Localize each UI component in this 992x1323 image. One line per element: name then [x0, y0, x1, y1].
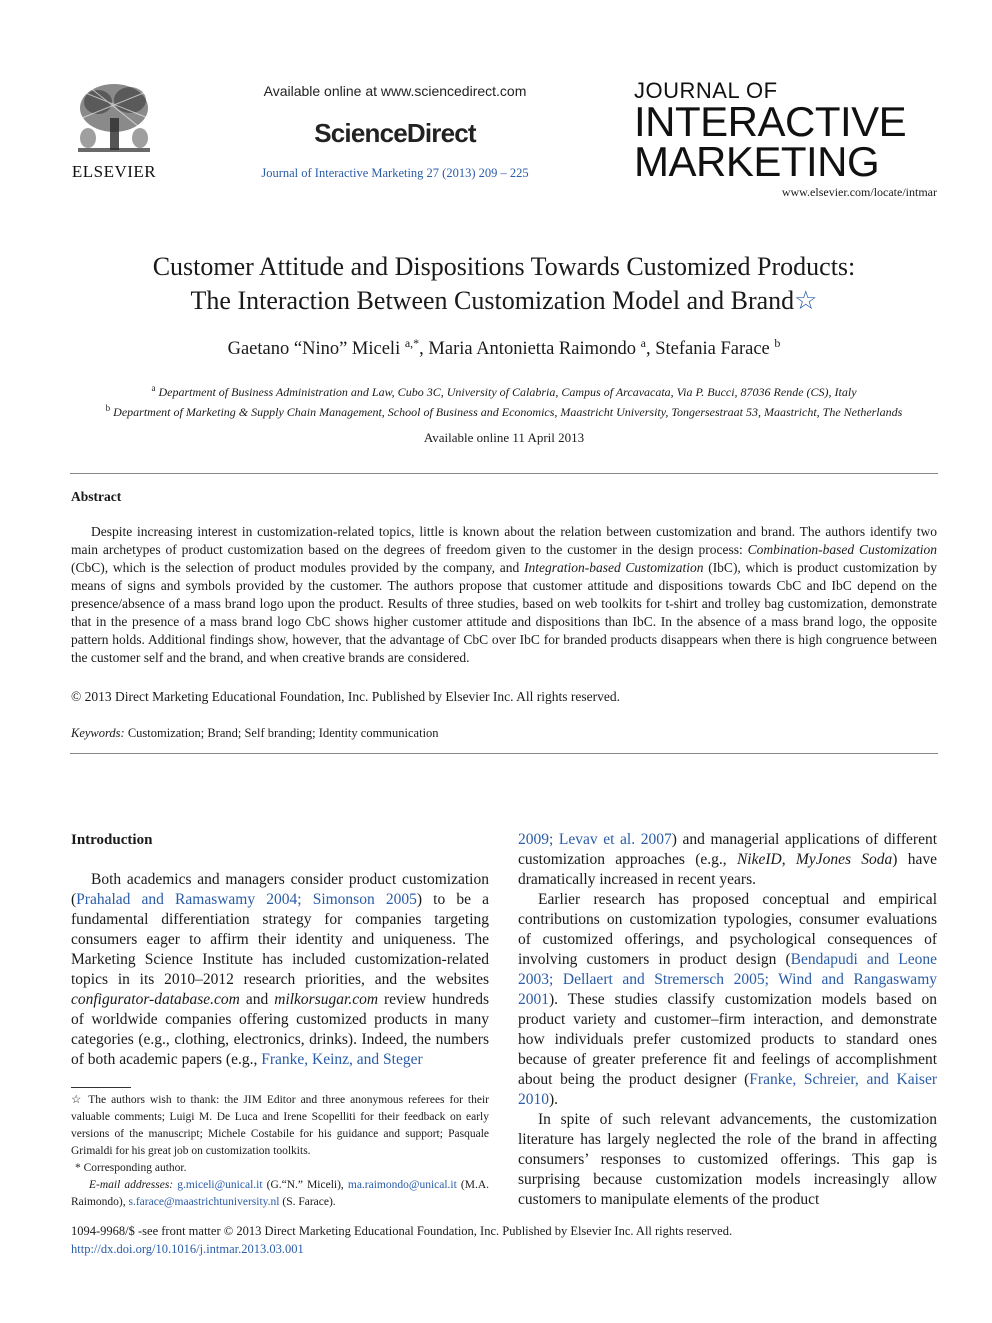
elsevier-logo [68, 78, 160, 184]
acknowledgement-footnote: ☆ The authors wish to thank: the JIM Editor and three anonymous referees for their valuable comments; Luigi M. De Luca and Irene Scopelliti for their feedback on early versions of the manuscript; Michele Costabile for his guidance and support; Pasquale Grimaldi for his great job on customization toolkits. [71, 1094, 489, 1157]
keywords-text: Customization; Brand; Self branding; Identity communication [127, 726, 439, 740]
text: Both academics and managers consider product customization ( [71, 871, 489, 908]
author-affiliation-mark: b [774, 336, 781, 350]
text: ) and managerial applications of different customization approaches (e.g., [518, 831, 937, 868]
affiliations [70, 380, 938, 420]
email-owner: (S. Farace). [279, 1196, 336, 1208]
text: ) have dramatically increased in recent years. [518, 851, 937, 888]
email-link[interactable]: ma.raimondo@unical.it [347, 1179, 457, 1191]
journal-logo-line3: MARKETING [634, 138, 880, 185]
affiliation-mark: b [105, 403, 111, 413]
brand-name: MyJones Soda [795, 851, 893, 868]
available-online-notice[interactable]: Available online at www.sciencedirect.com [263, 83, 527, 99]
abstract-text: (CbC), which is the selection of product modules provided by the company, and [71, 560, 524, 575]
divider [70, 753, 938, 754]
citation-link[interactable]: 2009; Levav et al. 2007 [518, 831, 672, 848]
text: ). [549, 1091, 559, 1108]
text: Earlier research has proposed conceptual and empirical contributions on customization typologies, consumer evaluations of customized offerings, and psychological consequences of involving customers in product design ( [518, 891, 937, 968]
abstract-text: Despite increasing interest in customization-related topics, little is known about the relation between customization and brand. The authors identify two main archetypes of product customization based on the degrees of freedom given to the customer in the design process: [71, 524, 937, 557]
author-separator: , [419, 339, 429, 360]
abstract-body [71, 523, 937, 667]
article-title [70, 250, 938, 318]
author-separator: , [645, 339, 656, 360]
affiliation-item [70, 380, 938, 400]
section-heading-introduction: Introduction [71, 832, 153, 848]
email-link[interactable]: s.farace@maastrichtuniversity.nl [128, 1196, 280, 1208]
abstract-heading: Abstract [71, 489, 122, 504]
text: ). These studies classify customization models based on product variety and customer–firm interaction, and demonstrate how individuals prefer customized products to standard ones because of greater preference fit and feelings of accomplishment about being the product designer ( [518, 991, 937, 1088]
affiliation-item [70, 400, 938, 420]
body-column-left [71, 830, 489, 1070]
paragraph [518, 890, 937, 1110]
available-online-date: Available online 11 April 2013 [423, 430, 585, 445]
text: ) to be a fundamental differentiation strategy for companies targeting consumers eager to affirm their identity and uniqueness. The Marketing Science Institute has included customization-related topics in its 2010–2012 research priorities, and the websites [71, 891, 489, 988]
doi-link[interactable]: http://dx.doi.org/10.1016/j.intmar.2013.03.001 [71, 1242, 304, 1256]
keywords-label: Keywords: [71, 726, 125, 740]
abstract-copyright: © 2013 Direct Marketing Educational Foundation, Inc. Published by Elsevier Inc. All rights reserved. [71, 689, 621, 704]
title-line-2: The Interaction Between Customization Model and Brand [190, 286, 795, 315]
footnotes [71, 1092, 489, 1211]
author-affiliation-mark: a,* [404, 336, 420, 350]
journal-logo-line2: INTERACTIVE [634, 98, 907, 145]
author-name[interactable]: Maria Antonietta Raimondo [428, 339, 636, 360]
abstract-term: Integration-based Customization [523, 560, 704, 575]
corresponding-author-note: * Corresponding author. [75, 1162, 187, 1174]
citation-link[interactable]: Prahalad and Ramaswamy 2004; Simonson 2005 [76, 891, 417, 908]
website-name: configurator-database.com [71, 991, 240, 1008]
author-name[interactable]: Stefania Farace [655, 339, 770, 360]
issn-line: 1094-9968/$ -see front matter © 2013 Direct Marketing Educational Foundation, Inc. Published by Elsevier Inc. All rights reserved. [71, 1224, 733, 1238]
sciencedirect-logo[interactable]: ScienceDirect [314, 118, 476, 148]
email-label: E-mail addresses: [89, 1179, 174, 1191]
author-name[interactable]: Gaetano “Nino” Miceli [227, 339, 401, 360]
affiliation-mark: a [151, 383, 156, 393]
author-list [70, 336, 938, 360]
affiliation-text: Department of Business Administration and Law, Cubo 3C, University of Calabria, Campus of Arcavacata, Via P. Bucci, 87036 Rende (CS), Italy [158, 385, 857, 399]
paragraph [71, 870, 489, 1070]
keywords [71, 726, 937, 741]
footnote-divider [71, 1087, 131, 1088]
email-link[interactable]: g.miceli@unical.it [177, 1179, 263, 1191]
email-owner: (G.“N.” Miceli), [262, 1179, 348, 1191]
abstract-text: (IbC), which is product customization by means of signs and symbols provided by the customer. The authors propose that customer attitude and dispositions towards CbC and IbC depend on the presence/absence of a mass brand logo upon the product. Results of three studies, based on web toolkits for t-shirt and trolley bag customization, demonstrate that in the presence of a mass brand logo CbC shows higher customer attitude and dispositions than IbC. In the absence of a mass brand logo, the opposite pattern holds. Additional findings show, however, that the advantage of CbC over IbC for branded products disappears when there is high congruence between the customer self and the brand, and when creative brands are considered. [71, 560, 937, 665]
journal-citation-link[interactable]: Journal of Interactive Marketing 27 (2013) 209 – 225 [261, 166, 529, 180]
email-footnote [71, 1177, 489, 1211]
body-column-right [518, 830, 937, 1210]
title-line-1: Customer Attitude and Dispositions Towards Customized Products: [152, 252, 856, 281]
text: and [239, 991, 275, 1008]
email-owner: (M.A. Raimondo), [71, 1179, 490, 1208]
affiliation-text: Department of Marketing & Supply Chain Management, School of Business and Economics, Maastricht University, Tongersestraat 53, Maastricht, The Netherlands [113, 405, 903, 419]
citation-link[interactable]: Franke, Schreier, and Kaiser 2010 [518, 1071, 937, 1108]
title-footnote-star-icon[interactable]: ☆ [794, 286, 818, 315]
journal-url[interactable]: www.elsevier.com/locate/intmar [781, 185, 937, 199]
paragraph [518, 830, 937, 890]
text: review hundreds of worldwide companies offering customized products in many categories (e.g., clothing, electronics, drinks). Indeed, the numbers of both academic papers (e.g., [71, 991, 489, 1068]
journal-logo-line1: JOURNAL OF [634, 78, 778, 103]
citation-link[interactable]: Franke, Keinz, and Steger [261, 1051, 423, 1068]
citation-link[interactable]: Bendapudi and Leone 2003; Dellaert and Stremersch 2005; Wind and Rangaswamy 2001 [518, 951, 937, 1008]
author-affiliation-mark: a [640, 336, 646, 350]
divider [70, 473, 938, 474]
paragraph: In spite of such relevant advancements, the customization literature has largely neglected the role of the brand in affecting consumers’ responses to customized offerings. This gap is surprising because customization models increasingly allow customers to manipulate elements of the product [518, 1111, 937, 1208]
brand-name: NikeID [736, 851, 782, 868]
abstract-term: Combination-based Customization [747, 542, 937, 557]
text: , [781, 851, 796, 868]
journal-logo [634, 78, 934, 185]
page-footer [71, 1222, 937, 1258]
publisher-name: ELSEVIER [71, 162, 157, 181]
website-name: milkorsugar.com [274, 991, 379, 1008]
elsevier-tree-emblem-icon [68, 78, 160, 160]
